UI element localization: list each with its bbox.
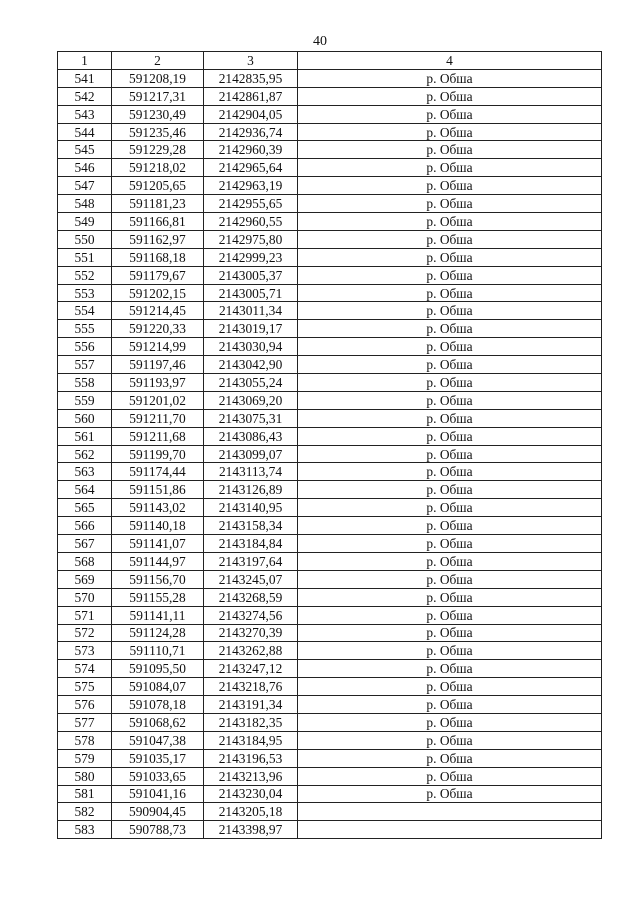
y-coordinate-cell: 2143005,71 xyxy=(204,284,298,302)
x-coordinate-cell: 591208,19 xyxy=(112,69,204,87)
y-coordinate-cell: 2143055,24 xyxy=(204,374,298,392)
x-coordinate-cell: 591202,15 xyxy=(112,284,204,302)
table-row xyxy=(58,105,602,123)
point-number-cell: 565 xyxy=(58,499,112,517)
point-number-cell: 548 xyxy=(58,195,112,213)
point-number-cell: 557 xyxy=(58,356,112,374)
y-coordinate-cell: 2142904,05 xyxy=(204,105,298,123)
y-coordinate-cell: 2143230,04 xyxy=(204,785,298,803)
description-cell: р. Обша xyxy=(298,123,602,141)
table-row xyxy=(58,266,602,284)
x-coordinate-cell: 591217,31 xyxy=(112,87,204,105)
y-coordinate-cell: 2143213,96 xyxy=(204,767,298,785)
x-coordinate-cell: 591211,70 xyxy=(112,409,204,427)
y-coordinate-cell: 2143184,95 xyxy=(204,731,298,749)
table-row xyxy=(58,159,602,177)
description-cell: р. Обша xyxy=(298,302,602,320)
y-coordinate-cell: 2143158,34 xyxy=(204,517,298,535)
table-row xyxy=(58,123,602,141)
table-row xyxy=(58,678,602,696)
y-coordinate-cell: 2143069,20 xyxy=(204,391,298,409)
point-number-cell: 571 xyxy=(58,606,112,624)
x-coordinate-cell: 591174,44 xyxy=(112,463,204,481)
table-row xyxy=(58,606,602,624)
point-number-cell: 576 xyxy=(58,696,112,714)
description-cell: р. Обша xyxy=(298,374,602,392)
y-coordinate-cell: 2143042,90 xyxy=(204,356,298,374)
y-coordinate-cell: 2142999,23 xyxy=(204,248,298,266)
description-cell: р. Обша xyxy=(298,195,602,213)
table-row xyxy=(58,141,602,159)
point-number-cell: 573 xyxy=(58,642,112,660)
table-row xyxy=(58,713,602,731)
point-number-cell: 549 xyxy=(58,213,112,231)
point-number-cell: 558 xyxy=(58,374,112,392)
y-coordinate-cell: 2143274,56 xyxy=(204,606,298,624)
x-coordinate-cell: 591181,23 xyxy=(112,195,204,213)
x-coordinate-cell: 591144,97 xyxy=(112,552,204,570)
column-header-1: 1 xyxy=(58,52,112,70)
y-coordinate-cell: 2143075,31 xyxy=(204,409,298,427)
description-cell: р. Обша xyxy=(298,391,602,409)
y-coordinate-cell: 2142960,39 xyxy=(204,141,298,159)
description-cell: р. Обша xyxy=(298,105,602,123)
description-cell: р. Обша xyxy=(298,481,602,499)
x-coordinate-cell: 591140,18 xyxy=(112,517,204,535)
table-row xyxy=(58,749,602,767)
x-coordinate-cell: 591035,17 xyxy=(112,749,204,767)
x-coordinate-cell: 591068,62 xyxy=(112,713,204,731)
point-number-cell: 577 xyxy=(58,713,112,731)
x-coordinate-cell: 591095,50 xyxy=(112,660,204,678)
point-number-cell: 553 xyxy=(58,284,112,302)
y-coordinate-cell: 2142960,55 xyxy=(204,213,298,231)
point-number-cell: 550 xyxy=(58,230,112,248)
table-row xyxy=(58,785,602,803)
y-coordinate-cell: 2142936,74 xyxy=(204,123,298,141)
table-row xyxy=(58,588,602,606)
table-header-row xyxy=(58,52,602,70)
table-row xyxy=(58,803,602,821)
y-coordinate-cell: 2143030,94 xyxy=(204,338,298,356)
description-cell: р. Обша xyxy=(298,463,602,481)
table-row xyxy=(58,427,602,445)
description-cell: р. Обша xyxy=(298,731,602,749)
description-cell: р. Обша xyxy=(298,588,602,606)
x-coordinate-cell: 591211,68 xyxy=(112,427,204,445)
description-cell: р. Обша xyxy=(298,624,602,642)
point-number-cell: 568 xyxy=(58,552,112,570)
y-coordinate-cell: 2143197,64 xyxy=(204,552,298,570)
point-number-cell: 561 xyxy=(58,427,112,445)
x-coordinate-cell: 591235,46 xyxy=(112,123,204,141)
description-cell: р. Обша xyxy=(298,284,602,302)
point-number-cell: 570 xyxy=(58,588,112,606)
x-coordinate-cell: 591179,67 xyxy=(112,266,204,284)
x-coordinate-cell: 591155,28 xyxy=(112,588,204,606)
table-row xyxy=(58,356,602,374)
description-cell: р. Обша xyxy=(298,266,602,284)
point-number-cell: 567 xyxy=(58,535,112,553)
x-coordinate-cell: 591220,33 xyxy=(112,320,204,338)
description-cell: р. Обша xyxy=(298,535,602,553)
point-number-cell: 581 xyxy=(58,785,112,803)
description-cell: р. Обша xyxy=(298,356,602,374)
description-cell xyxy=(298,821,602,839)
point-number-cell: 572 xyxy=(58,624,112,642)
y-coordinate-cell: 2142955,65 xyxy=(204,195,298,213)
point-number-cell: 543 xyxy=(58,105,112,123)
y-coordinate-cell: 2142963,19 xyxy=(204,177,298,195)
description-cell: р. Обша xyxy=(298,767,602,785)
description-cell: р. Обша xyxy=(298,552,602,570)
x-coordinate-cell: 591168,18 xyxy=(112,248,204,266)
table-row xyxy=(58,552,602,570)
coordinates-table xyxy=(57,51,602,839)
x-coordinate-cell: 591156,70 xyxy=(112,570,204,588)
point-number-cell: 579 xyxy=(58,749,112,767)
description-cell: р. Обша xyxy=(298,499,602,517)
description-cell: р. Обша xyxy=(298,177,602,195)
point-number-cell: 575 xyxy=(58,678,112,696)
point-number-cell: 560 xyxy=(58,409,112,427)
point-number-cell: 555 xyxy=(58,320,112,338)
y-coordinate-cell: 2143398,97 xyxy=(204,821,298,839)
description-cell: р. Обша xyxy=(298,517,602,535)
y-coordinate-cell: 2143140,95 xyxy=(204,499,298,517)
description-cell: р. Обша xyxy=(298,445,602,463)
y-coordinate-cell: 2142835,95 xyxy=(204,69,298,87)
point-number-cell: 566 xyxy=(58,517,112,535)
y-coordinate-cell: 2143262,88 xyxy=(204,642,298,660)
x-coordinate-cell: 591197,46 xyxy=(112,356,204,374)
description-cell: р. Обша xyxy=(298,141,602,159)
description-cell: р. Обша xyxy=(298,660,602,678)
description-cell xyxy=(298,803,602,821)
description-cell: р. Обша xyxy=(298,642,602,660)
y-coordinate-cell: 2142975,80 xyxy=(204,230,298,248)
table-row xyxy=(58,69,602,87)
y-coordinate-cell: 2142861,87 xyxy=(204,87,298,105)
description-cell: р. Обша xyxy=(298,230,602,248)
y-coordinate-cell: 2143245,07 xyxy=(204,570,298,588)
y-coordinate-cell: 2143011,34 xyxy=(204,302,298,320)
y-coordinate-cell: 2143191,34 xyxy=(204,696,298,714)
point-number-cell: 556 xyxy=(58,338,112,356)
x-coordinate-cell: 591162,97 xyxy=(112,230,204,248)
description-cell: р. Обша xyxy=(298,159,602,177)
table-row xyxy=(58,731,602,749)
y-coordinate-cell: 2143218,76 xyxy=(204,678,298,696)
point-number-cell: 578 xyxy=(58,731,112,749)
x-coordinate-cell: 591141,11 xyxy=(112,606,204,624)
description-cell: р. Обша xyxy=(298,87,602,105)
table-row xyxy=(58,660,602,678)
y-coordinate-cell: 2143099,07 xyxy=(204,445,298,463)
x-coordinate-cell: 591229,28 xyxy=(112,141,204,159)
table-row xyxy=(58,570,602,588)
point-number-cell: 583 xyxy=(58,821,112,839)
table-row xyxy=(58,320,602,338)
table-row xyxy=(58,195,602,213)
description-cell: р. Обша xyxy=(298,338,602,356)
description-cell: р. Обша xyxy=(298,427,602,445)
point-number-cell: 551 xyxy=(58,248,112,266)
y-coordinate-cell: 2143005,37 xyxy=(204,266,298,284)
description-cell: р. Обша xyxy=(298,570,602,588)
point-number-cell: 546 xyxy=(58,159,112,177)
table-row xyxy=(58,517,602,535)
description-cell: р. Обша xyxy=(298,678,602,696)
y-coordinate-cell: 2142965,64 xyxy=(204,159,298,177)
x-coordinate-cell: 590788,73 xyxy=(112,821,204,839)
y-coordinate-cell: 2143019,17 xyxy=(204,320,298,338)
column-header-4: 4 xyxy=(298,52,602,70)
point-number-cell: 580 xyxy=(58,767,112,785)
table-row xyxy=(58,409,602,427)
column-header-2: 2 xyxy=(112,52,204,70)
table-row xyxy=(58,445,602,463)
table-row xyxy=(58,696,602,714)
description-cell: р. Обша xyxy=(298,606,602,624)
y-coordinate-cell: 2143247,12 xyxy=(204,660,298,678)
y-coordinate-cell: 2143205,18 xyxy=(204,803,298,821)
description-cell: р. Обша xyxy=(298,749,602,767)
table-row xyxy=(58,284,602,302)
point-number-cell: 552 xyxy=(58,266,112,284)
point-number-cell: 563 xyxy=(58,463,112,481)
point-number-cell: 559 xyxy=(58,391,112,409)
x-coordinate-cell: 591084,07 xyxy=(112,678,204,696)
y-coordinate-cell: 2143196,53 xyxy=(204,749,298,767)
y-coordinate-cell: 2143113,74 xyxy=(204,463,298,481)
point-number-cell: 542 xyxy=(58,87,112,105)
x-coordinate-cell: 591201,02 xyxy=(112,391,204,409)
table-row xyxy=(58,481,602,499)
point-number-cell: 554 xyxy=(58,302,112,320)
table-row xyxy=(58,338,602,356)
x-coordinate-cell: 591110,71 xyxy=(112,642,204,660)
y-coordinate-cell: 2143182,35 xyxy=(204,713,298,731)
description-cell: р. Обша xyxy=(298,213,602,231)
x-coordinate-cell: 591214,45 xyxy=(112,302,204,320)
page-number: 40 xyxy=(313,34,327,49)
x-coordinate-cell: 591047,38 xyxy=(112,731,204,749)
table-row xyxy=(58,374,602,392)
column-header-3: 3 xyxy=(204,52,298,70)
x-coordinate-cell: 591124,28 xyxy=(112,624,204,642)
description-cell: р. Обша xyxy=(298,713,602,731)
table-row xyxy=(58,499,602,517)
description-cell: р. Обша xyxy=(298,69,602,87)
point-number-cell: 582 xyxy=(58,803,112,821)
point-number-cell: 562 xyxy=(58,445,112,463)
x-coordinate-cell: 591214,99 xyxy=(112,338,204,356)
y-coordinate-cell: 2143268,59 xyxy=(204,588,298,606)
description-cell: р. Обша xyxy=(298,320,602,338)
x-coordinate-cell: 591218,02 xyxy=(112,159,204,177)
x-coordinate-cell: 591205,65 xyxy=(112,177,204,195)
table-row xyxy=(58,391,602,409)
point-number-cell: 547 xyxy=(58,177,112,195)
table-row xyxy=(58,535,602,553)
table-row xyxy=(58,177,602,195)
y-coordinate-cell: 2143184,84 xyxy=(204,535,298,553)
point-number-cell: 541 xyxy=(58,69,112,87)
x-coordinate-cell: 591151,86 xyxy=(112,481,204,499)
x-coordinate-cell: 591193,97 xyxy=(112,374,204,392)
y-coordinate-cell: 2143126,89 xyxy=(204,481,298,499)
table-row xyxy=(58,642,602,660)
table-row xyxy=(58,624,602,642)
table-body xyxy=(58,69,602,838)
table-row xyxy=(58,87,602,105)
description-cell: р. Обша xyxy=(298,696,602,714)
description-cell: р. Обша xyxy=(298,248,602,266)
x-coordinate-cell: 591141,07 xyxy=(112,535,204,553)
description-cell: р. Обша xyxy=(298,409,602,427)
x-coordinate-cell: 591143,02 xyxy=(112,499,204,517)
x-coordinate-cell: 590904,45 xyxy=(112,803,204,821)
y-coordinate-cell: 2143086,43 xyxy=(204,427,298,445)
x-coordinate-cell: 591078,18 xyxy=(112,696,204,714)
x-coordinate-cell: 591041,16 xyxy=(112,785,204,803)
table-row xyxy=(58,230,602,248)
table-row xyxy=(58,302,602,320)
point-number-cell: 544 xyxy=(58,123,112,141)
table-row xyxy=(58,767,602,785)
y-coordinate-cell: 2143270,39 xyxy=(204,624,298,642)
point-number-cell: 574 xyxy=(58,660,112,678)
table-row xyxy=(58,463,602,481)
description-cell: р. Обша xyxy=(298,785,602,803)
x-coordinate-cell: 591033,65 xyxy=(112,767,204,785)
table-row xyxy=(58,821,602,839)
table-row xyxy=(58,248,602,266)
point-number-cell: 545 xyxy=(58,141,112,159)
table-row xyxy=(58,213,602,231)
x-coordinate-cell: 591199,70 xyxy=(112,445,204,463)
x-coordinate-cell: 591166,81 xyxy=(112,213,204,231)
x-coordinate-cell: 591230,49 xyxy=(112,105,204,123)
point-number-cell: 564 xyxy=(58,481,112,499)
point-number-cell: 569 xyxy=(58,570,112,588)
